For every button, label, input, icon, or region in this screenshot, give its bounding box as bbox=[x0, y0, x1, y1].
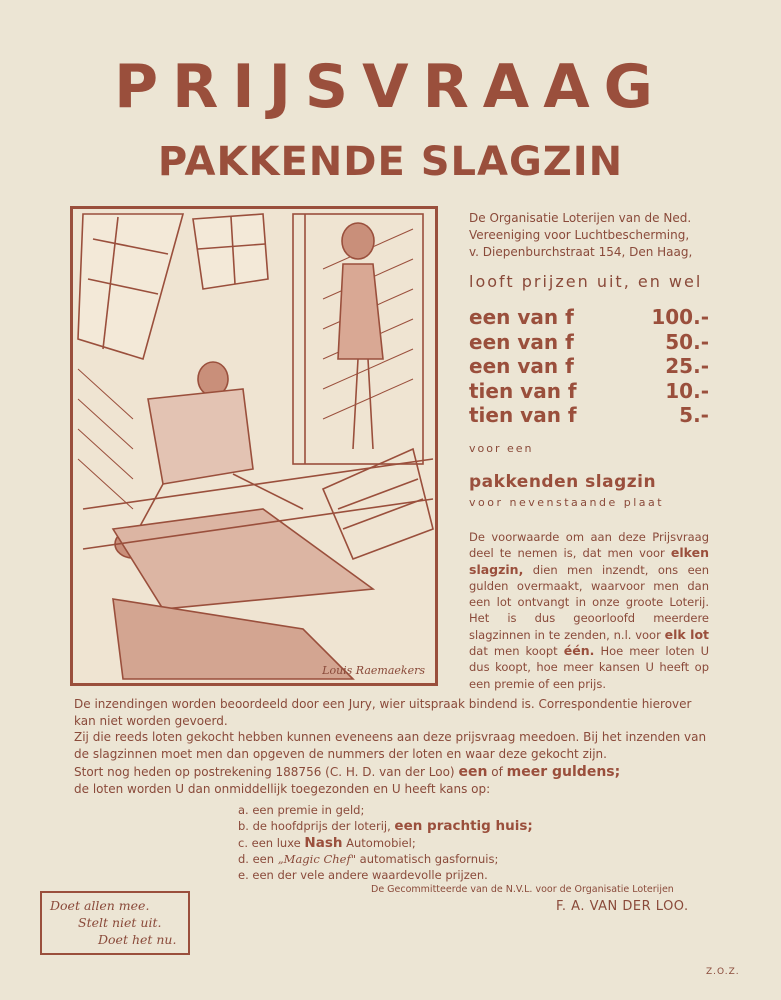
body-line: De inzendingen worden beoordeeld door een Jury, wier uitspraak bindend is. Correspondentie hierover kan niet worden gevoerd. bbox=[74, 697, 692, 728]
body-line: Zij die reeds loten gekocht hebben kunnen eveneens aan deze prijsvraag meedoen. Bij het inzenden van de slagzinnen moet men dan opgeven de nummers der loten en waar deze gekocht zijn. bbox=[74, 730, 707, 761]
prize-label: een van f bbox=[469, 354, 574, 378]
prize-amount: 25.- bbox=[665, 354, 709, 378]
payment-text: Stort nog heden op postrekening 188756 (C. H. D. van der Loo) bbox=[74, 765, 455, 779]
payment-paragraph bbox=[74, 764, 714, 797]
conditions-emphasis: elk lot bbox=[664, 626, 710, 642]
org-line: v. Diepenburchstraat 154, Den Haag, bbox=[469, 245, 693, 259]
list-text: automatisch gasfornuis; bbox=[359, 851, 499, 866]
prize-item bbox=[469, 330, 709, 355]
slagzin-heading: pakkenden slagzin bbox=[469, 472, 657, 492]
prize-amount: 100.- bbox=[651, 305, 709, 329]
org-line: Vereeniging voor Luchtbescherming, bbox=[469, 228, 690, 242]
conditions-text: dat men koopt bbox=[469, 644, 558, 659]
prize-label: een van f bbox=[469, 305, 574, 329]
list-item bbox=[238, 835, 533, 851]
list-italic: „Magic Chef" bbox=[277, 851, 357, 866]
prize-amount: 5.- bbox=[679, 403, 709, 427]
conditions-paragraph bbox=[469, 529, 709, 692]
org-line: De Organisatie Loterijen van de Ned. bbox=[469, 211, 692, 225]
prize-item bbox=[469, 305, 709, 330]
signer-name: F. A. VAN DER LOO. bbox=[556, 899, 689, 914]
list-text: c. een luxe bbox=[238, 835, 301, 850]
artist-signature: Louis Raemaekers bbox=[322, 664, 425, 677]
illustration-drawing bbox=[73, 209, 435, 683]
list-text: b. de hoofdprijs der loterij, bbox=[238, 819, 391, 834]
list-text: Automobiel; bbox=[346, 835, 416, 850]
payment-emphasis: meer guldens; bbox=[506, 764, 621, 780]
committee-line: De Gecommitteerde van de N.V.L. voor de Organisatie Loterijen bbox=[371, 884, 674, 895]
conditions-text: dien men inzendt, ons een gulden overmaakt, waarvoor men dan een lot ontvangt in onze groote Loterij. Het is dus geoorloofd meerdere slagzinnen in te zenden, n.l. voor bbox=[469, 562, 710, 642]
payment-text: de loten worden U dan onmiddellijk toegezonden en U heeft kans op: bbox=[74, 781, 491, 796]
payment-emphasis: een bbox=[458, 764, 488, 780]
list-item bbox=[238, 818, 533, 834]
motto-box bbox=[40, 891, 190, 955]
list-item bbox=[238, 851, 533, 867]
zoz-note: Z.O.Z. bbox=[706, 967, 740, 977]
nevenstaande-text: voor nevenstaande plaat bbox=[469, 496, 665, 509]
prize-amount: 10.- bbox=[665, 378, 709, 403]
poster-subtitle: PAKKENDE SLAGZIN bbox=[157, 139, 624, 185]
prize-amount: 50.- bbox=[665, 329, 709, 354]
conditions-text: Hoe meer loten U dus koopt, hoe meer kansen U heeft op een premie of een prijs. bbox=[469, 644, 710, 691]
prize-chance-list bbox=[238, 802, 533, 883]
motto-line: Doet allen mee. bbox=[50, 898, 150, 913]
illustration bbox=[70, 206, 438, 686]
list-text: d. een bbox=[238, 851, 275, 866]
prize-label: tien van f bbox=[469, 378, 577, 403]
prize-item bbox=[469, 354, 709, 379]
conditions-emphasis: één. bbox=[563, 643, 595, 659]
prize-item bbox=[469, 379, 709, 404]
poster-title: PRIJSVRAAG bbox=[114, 52, 667, 122]
motto-line: Doet het nu. bbox=[98, 932, 177, 947]
list-emphasis: een prachtig huis; bbox=[394, 818, 533, 835]
list-item: e. een der vele andere waardevolle prijzen. bbox=[238, 868, 488, 883]
conditions-text: De voorwaarde om aan deze Prijsvraag deel te nemen is, dat men voor bbox=[469, 530, 709, 561]
organisation-address bbox=[469, 210, 739, 261]
offer-text: looft prijzen uit, en wel bbox=[469, 272, 703, 291]
list-item: a. een premie in geld; bbox=[238, 803, 365, 817]
prize-list bbox=[469, 305, 709, 428]
jury-paragraph bbox=[74, 696, 714, 762]
conditions-emphasis: elken slagzin, bbox=[469, 545, 709, 577]
motto-line: Stelt niet uit. bbox=[78, 915, 162, 930]
prize-label: tien van f bbox=[469, 403, 577, 427]
prize-label: een van f bbox=[469, 329, 574, 354]
prize-item bbox=[469, 403, 709, 428]
voor-een-text: voor een bbox=[469, 442, 534, 455]
list-emphasis: Nash bbox=[304, 834, 343, 851]
payment-text: of bbox=[491, 765, 503, 779]
